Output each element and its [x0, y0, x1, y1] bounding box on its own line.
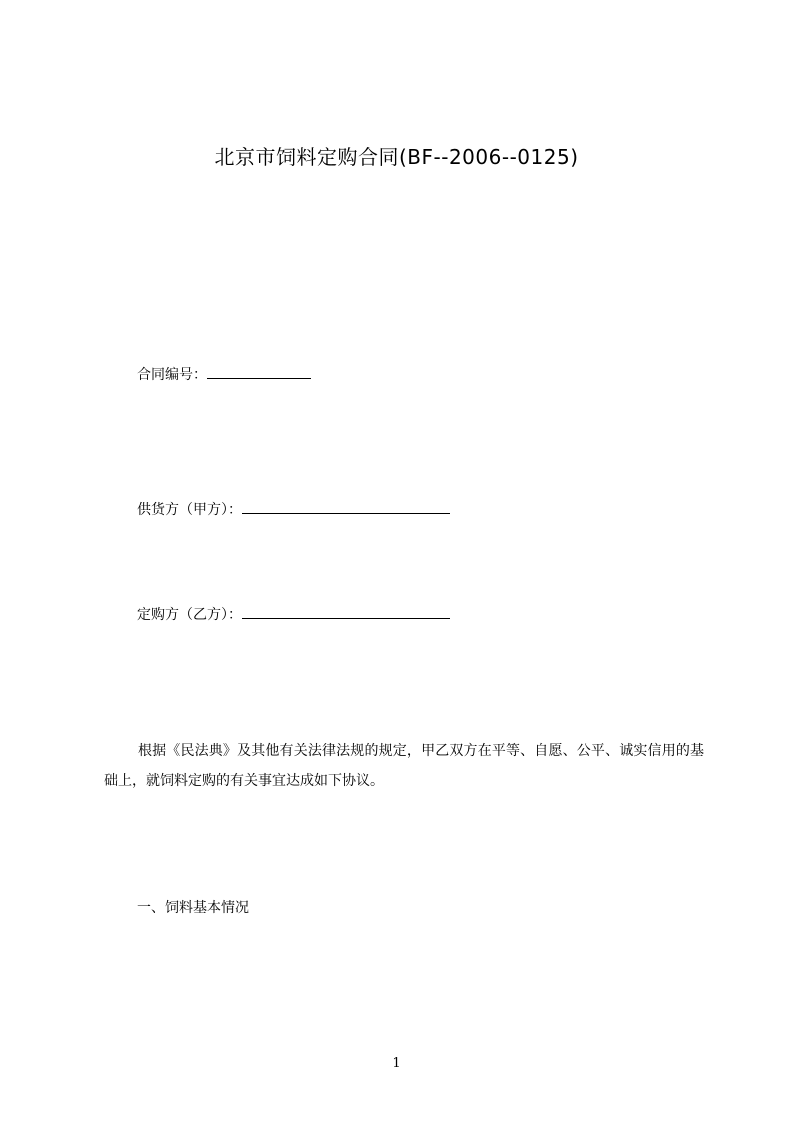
- contract-number-label: 合同编号：: [137, 367, 207, 383]
- supplier-blank: [242, 498, 450, 514]
- purchaser-line: [137, 603, 450, 625]
- purchaser-label: 定购方（乙方）：: [137, 607, 242, 623]
- purchaser-blank: [242, 603, 450, 619]
- contract-number-blank: [207, 363, 311, 379]
- section-heading: 一、饲料基本情况: [137, 900, 249, 916]
- supplier-label: 供货方（甲方）：: [137, 502, 242, 518]
- supplier-line: [137, 498, 450, 520]
- contract-number-line: [137, 363, 311, 385]
- document-title: 北京市饲料定购合同(BF--2006--0125): [214, 145, 579, 169]
- preamble-paragraph: 根据《民法典》及其他有关法律法规的规定，甲乙双方在平等、自愿、公平、诚实信用的基础上，就饲料定购的有关事宜达成如下协议。: [104, 743, 704, 789]
- page-number: 1: [392, 1056, 401, 1071]
